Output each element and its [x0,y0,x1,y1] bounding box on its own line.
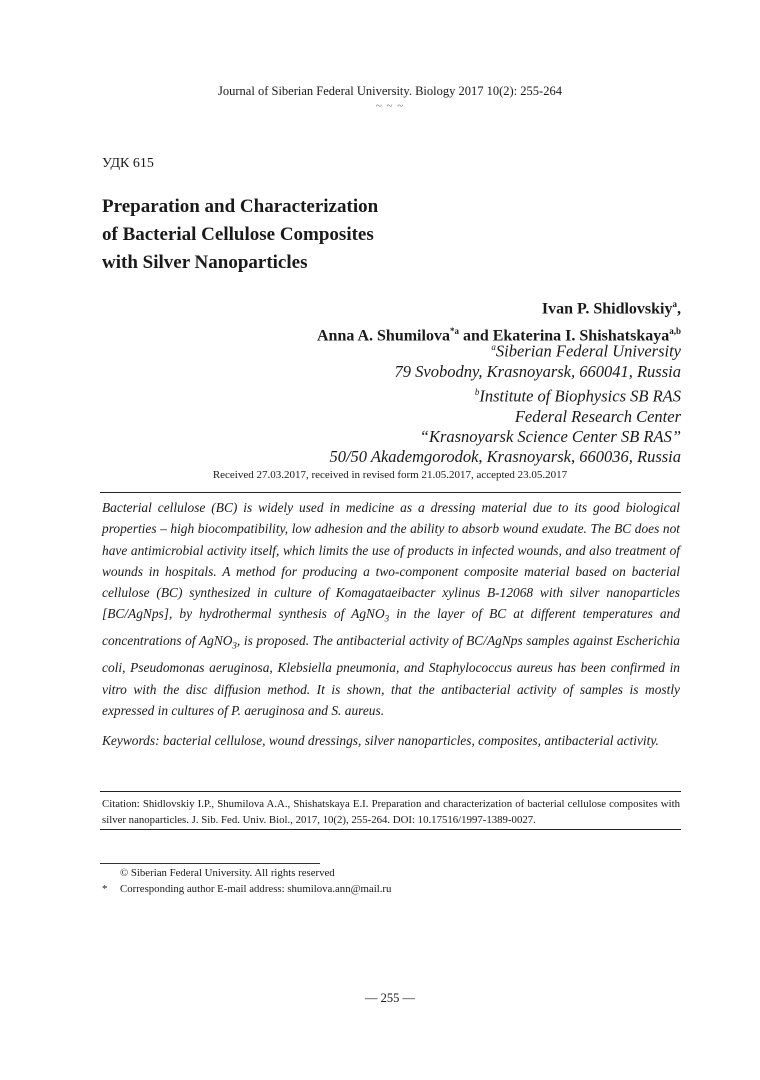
affil-mark: b [474,387,480,398]
affiliation-a-address: 79 Svobodny, Krasnoyarsk, 660041, Russia [394,361,681,381]
author-conjunction: and [462,327,489,345]
received-dates: Received 27.03.2017, received in revised form 21.05.2017, accepted 23.05.2017 [212,469,568,481]
author-name: Ivan P. Shidlovskiy [541,300,673,318]
footnote-corresponding: * Corresponding author E-mail address: shumilova.ann@mail.ru [102,883,392,895]
journal-header: Journal of Siberian Federal University. Biology 2017 10(2): 255-264 [218,84,562,98]
author-affil-mark: a [672,299,677,309]
author-name: Anna A. Shumilova [317,327,450,345]
abstract: Bacterial cellulose (BC) is widely used in medicine as a dressing material due to its good biological properties – high biocompatibility, low adhesion and the ability to absorb wound exudate. The BC does not have antimicrobial activity itself, which limits the use of products in infected wounds, and also treatment of wounds in hospitals. A method for producing a two-component composite material based on bacterial cellulose (BC) synthesized in culture of Komagataeibacter xylinus B-12068 with silver nanoparticles [BC/AgNps], by hydrothermal synthesis of AgNO$_3$ in the layer of BC at different temperatures and concentrations of AgNO$_3$, is proposed. The antibacterial activity of BC/AgNps samples against Escherichia coli, Pseudomonas aeruginosa, Klebsiella pneumonia, and Staphylococcus aureus has been confirmed in vitro with the disc diffusion method. It is shown, that the antibacterial activity of samples is mostly expressed in cultures of P. aeruginosa and S. aureus. [102,500,681,719]
affiliations [329,337,681,468]
title-line: of Bacterial Cellulose Composites [102,224,374,245]
title-line: Preparation and Characterization [102,196,379,217]
article-title [102,193,378,277]
divider [100,829,681,830]
page-number: — 255 — [365,991,415,1005]
author-name: Ekaterina I. Shishatskaya [492,327,670,345]
citation: Citation: Shidlovskiy I.P., Shumilova A.A., Shishatskaya E.I. Preparation and characterization of bacterial cellulose composites with silver nanoparticles. J. Sib. Fed. Univ. Biol., 2017, 10(2), 255-264. DOI: 10.17516/1997-1389-0027. [102,798,680,826]
affil-mark: a [491,342,496,352]
affiliation-b-address: 50/50 Akademgorodok, Krasnoyarsk, 660036, Russia [329,447,681,467]
subscript: 3 [232,641,237,652]
affiliation-b-name: $^b$Institute of Biophysics SB RAS [474,386,681,406]
subscript: 3 [384,614,390,625]
footnote-star: * [102,883,108,895]
divider [100,791,681,792]
keywords: Keywords: bacterial cellulose, wound dressings, silver nanoparticles, composites, antibacterial activity. [102,733,659,748]
header-ornament: ~ ~ ~ [375,100,405,112]
footnote-copyright: © Siberian Federal University. All rights reserved [120,867,335,879]
affiliation-a-name: $^a$Siberian Federal University [491,341,681,361]
affiliation-b-line: “Krasnoyarsk Science Center SB RAS” [419,427,681,447]
author-affil-mark: *a [449,326,459,337]
author-line-1: Ivan P. Shidlovskiy$^a$, [541,299,681,318]
udk-code: УДК 615 [102,156,154,171]
author-affil-mark: a,b [669,326,681,337]
title-line: with Silver Nanoparticles [102,252,308,273]
divider [100,492,681,493]
footnote-divider [100,863,320,864]
affiliation-b-line: Federal Research Center [514,406,681,426]
